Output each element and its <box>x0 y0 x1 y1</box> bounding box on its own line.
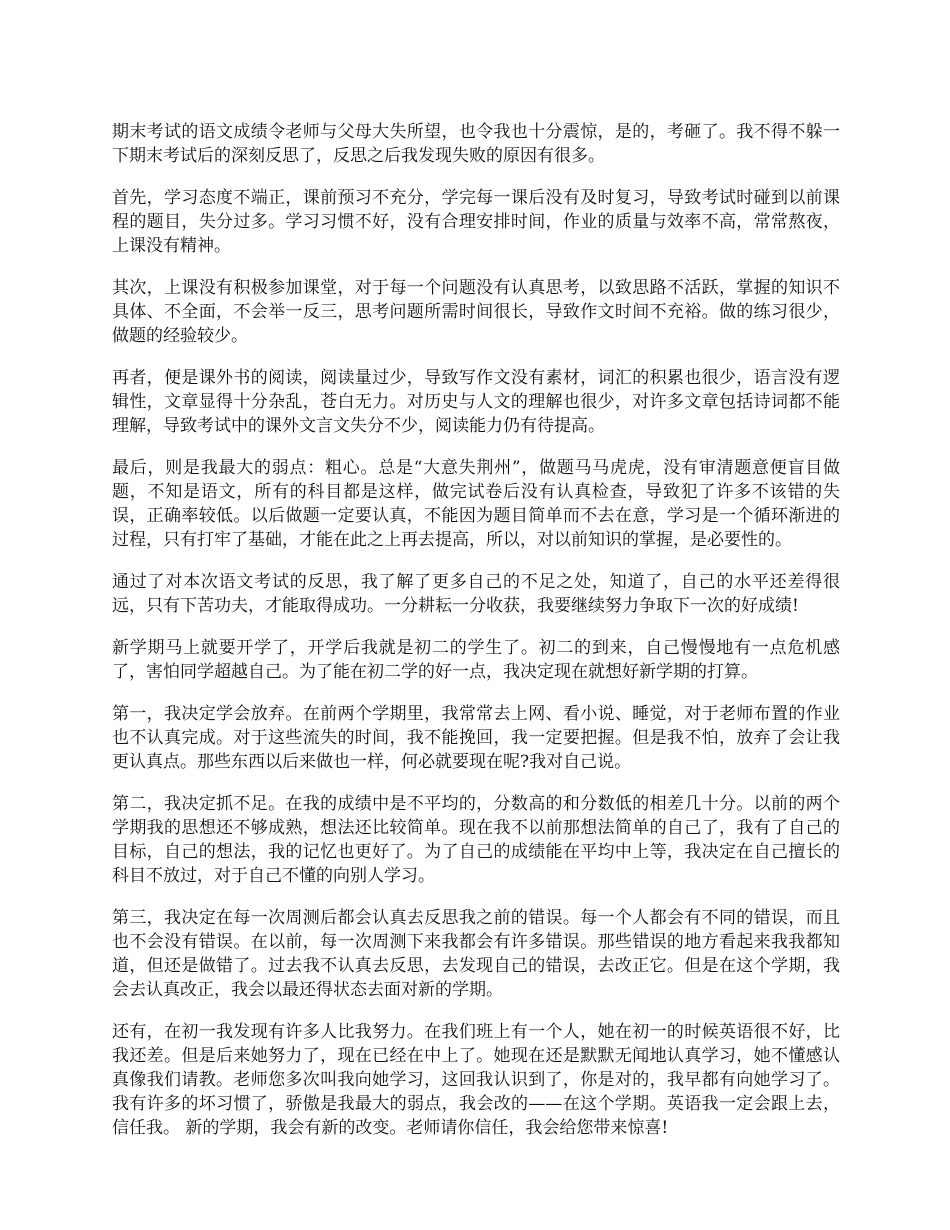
paragraph-4: 再者，便是课外书的阅读，阅读量过少，导致写作文没有素材，词汇的积累也很少，语言没有逻辑性，文章显得十分杂乱，苍白无力。对历史与人文的理解也很少，对许多文章包括诗词都不能理解，导致考试中的课外文言文失分不少，阅读能力仍有待提高。 <box>112 368 840 436</box>
paragraph-10: 第三，我决定在每一次周测后都会认真去反思我之前的错误。每一个人都会有不同的错误，而且也不会没有错误。在以前，每一次周测下来我都会有许多错误。那些错误的地方看起来我我都知道，但还是做错了。过去我不认真去反思，去发现自己的错误，去改正它。但是在这个学期，我会去认真改正，我会以最还得状态去面对新的学期。 <box>112 908 840 1000</box>
paragraph-9: 第二，我决定抓不足。在我的成绩中是不平均的，分数高的和分数低的相差几十分。以前的两个学期我的思想还不够成熟，想法还比较简单。现在我不以前那想法简单的自己了，我有了自己的目标，自己的想法，我的记忆也更好了。为了自己的成绩能在平均中上等，我决定在自己擅长的科目不放过，对于自己不懂的向别人学习。 <box>112 794 840 886</box>
paragraph-2: 首先，学习态度不端正，课前预习不充分，学完每一课后没有及时复习，导致考试时碰到以前课程的题目，失分过多。学习习惯不好，没有合理安排时间，作业的质量与效率不高，常常熬夜，上课没有精神。 <box>112 188 840 256</box>
paragraph-1: 期末考试的语文成绩令老师与父母大失所望，也令我也十分震惊，是的，考砸了。我不得不躲一下期末考试后的深刻反思了，反思之后我发现失败的原因有很多。 <box>112 122 840 166</box>
paragraph-8: 第一，我决定学会放弃。在前两个学期里，我常常去上网、看小说、睡觉，对于老师布置的作业也不认真完成。对于这些流失的时间，我不能挽回，我一定要把握。但是我不怕，放弃了会让我更认真点。那些东西以后来做也一样，何必就要现在呢?我对自己说。 <box>112 704 840 772</box>
paragraph-11: 还有，在初一我发现有许多人比我努力。在我们班上有一个人，她在初一的时候英语很不好，比我还差。但是后来她努力了，现在已经在中上了。她现在还是默默无闻地认真学习，她不懂感认真像我们请教。老师您多次叫我向她学习，这回我认识到了，你是对的，我早都有向她学习了。我有许多的坏习惯了，骄傲是我最大的弱点，我会改的——在这个学期。英语我一定会跟上去，信任我。 新的学期，我会有新的改变。老师请你信任，我会给您带来惊喜! <box>112 1022 840 1138</box>
paragraph-7: 新学期马上就要开学了，开学后我就是初二的学生了。初二的到来，自己慢慢地有一点危机感了，害怕同学超越自己。为了能在初二学的好一点，我决定现在就想好新学期的打算。 <box>112 638 840 682</box>
document-body <box>112 120 840 1158</box>
paragraph-6: 通过了对本次语文考试的反思，我了解了更多自己的不足之处，知道了，自己的水平还差得很远，只有下苦功夫，才能取得成功。一分耕耘一分收获，我要继续努力争取下一次的好成绩! <box>112 572 840 616</box>
paragraph-3: 其次，上课没有积极参加课堂，对于每一个问题没有认真思考，以致思路不活跃，掌握的知识不具体、不全面，不会举一反三，思考问题所需时间很长，导致作文时间不充裕。做的练习很少，做题的经验较少。 <box>112 278 840 346</box>
paragraph-5: 最后，则是我最大的弱点：粗心。总是“大意失荆州”，做题马马虎虎，没有审清题意便盲目做题，不知是语文，所有的科目都是这样，做完试卷后没有认真检查，导致犯了许多不该错的失误，正确率较低。以后做题一定要认真，不能因为题目简单而不去在意，学习是一个循环渐进的过程，只有打牢了基础，才能在此之上再去提高，所以，对以前知识的掌握，是必要性的。 <box>112 458 840 550</box>
